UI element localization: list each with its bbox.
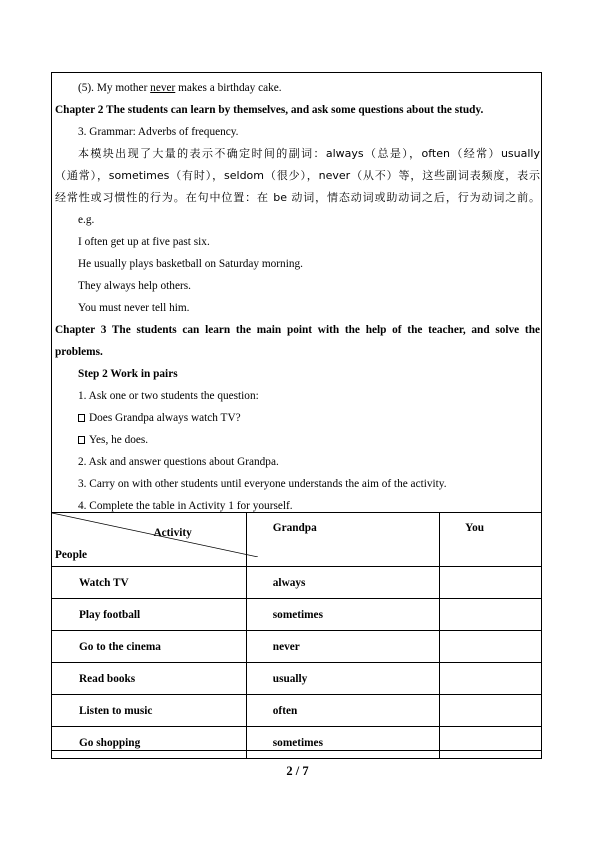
you-cell[interactable] <box>440 727 542 759</box>
table-row <box>52 599 542 631</box>
table-row <box>52 695 542 727</box>
eg-label: e.g. <box>78 214 95 226</box>
text-segment: (5). My mother <box>78 82 151 94</box>
activity-cell: Go to the cinema <box>52 631 247 663</box>
header-activity-label: Activity <box>153 526 192 539</box>
chinese-paragraph-line-2: （通常），sometimes（有时），seldom（很少），never（从不）等，这些副词表频度，表示 <box>55 169 540 182</box>
step-item-1: 1. Ask one or two students the question: <box>78 390 259 402</box>
header-people-label: People <box>55 548 87 561</box>
activity-cell: Play football <box>52 599 247 631</box>
step-item-3: 3. Carry on with other students until everyone understands the aim of the activity. <box>78 478 447 490</box>
activity-cell: Listen to music <box>52 695 247 727</box>
you-cell[interactable] <box>440 567 542 599</box>
underlined-word: never <box>150 82 176 94</box>
table-header-row <box>52 513 542 567</box>
header-corner-cell <box>52 513 247 567</box>
grammar-heading: 3. Grammar: Adverbs of frequency. <box>78 126 239 138</box>
grandpa-cell: often <box>246 695 439 727</box>
example-2: He usually plays basketball on Saturday morning. <box>78 258 303 270</box>
grandpa-cell: usually <box>246 663 439 695</box>
checkbox-icon <box>78 414 85 422</box>
checkbox-icon <box>78 436 85 444</box>
answer-line <box>78 433 148 447</box>
step-item-2: 2. Ask and answer questions about Grandpa. <box>78 456 279 468</box>
activity-cell: Read books <box>52 663 247 695</box>
activity-cell: Watch TV <box>52 567 247 599</box>
table-row <box>52 631 542 663</box>
step-2-heading: Step 2 Work in pairs <box>78 368 178 380</box>
example-sentence-5 <box>78 81 282 95</box>
grandpa-cell: always <box>246 567 439 599</box>
activity-cell: Go shopping <box>52 727 247 759</box>
text-segment: makes a birthday cake. <box>175 82 282 94</box>
step-item-4: 4. Complete the table in Activity 1 for yourself. <box>78 500 293 512</box>
grandpa-cell: sometimes <box>246 727 439 759</box>
you-cell[interactable] <box>440 663 542 695</box>
chapter-2-heading: Chapter 2 The students can learn by themselves, and ask some questions about the study. <box>55 104 484 116</box>
header-grandpa: Grandpa <box>246 513 439 567</box>
you-cell[interactable] <box>440 631 542 663</box>
chinese-paragraph-line-3: 经常性或习惯性的行为。在句中位置：在 be 动词，情态动词或助动词之后，行为动词之前。 <box>55 191 540 204</box>
question-line <box>78 411 241 425</box>
example-4: You must never tell him. <box>78 302 190 314</box>
example-3: They always help others. <box>78 280 191 292</box>
table-row <box>52 567 542 599</box>
answer-text: Yes, he does. <box>89 434 149 446</box>
page-number: 2 / 7 <box>286 764 309 778</box>
chinese-paragraph-line-1: 本模块出现了大量的表示不确定时间的副词：always（总是），often（经常）usually <box>78 147 540 160</box>
question-text: Does Grandpa always watch TV? <box>89 412 241 424</box>
chapter-3-heading-line-2: problems. <box>55 346 103 358</box>
chapter-3-heading-line-1: Chapter 3 The students can learn the main point with the help of the teacher, and solve the <box>55 324 540 336</box>
frequency-table <box>51 512 542 759</box>
header-you: You <box>440 513 542 567</box>
you-cell[interactable] <box>440 599 542 631</box>
example-1: I often get up at five past six. <box>78 236 210 248</box>
grandpa-cell: sometimes <box>246 599 439 631</box>
table-row <box>52 663 542 695</box>
you-cell[interactable] <box>440 695 542 727</box>
table-row <box>52 727 542 759</box>
grandpa-cell: never <box>246 631 439 663</box>
